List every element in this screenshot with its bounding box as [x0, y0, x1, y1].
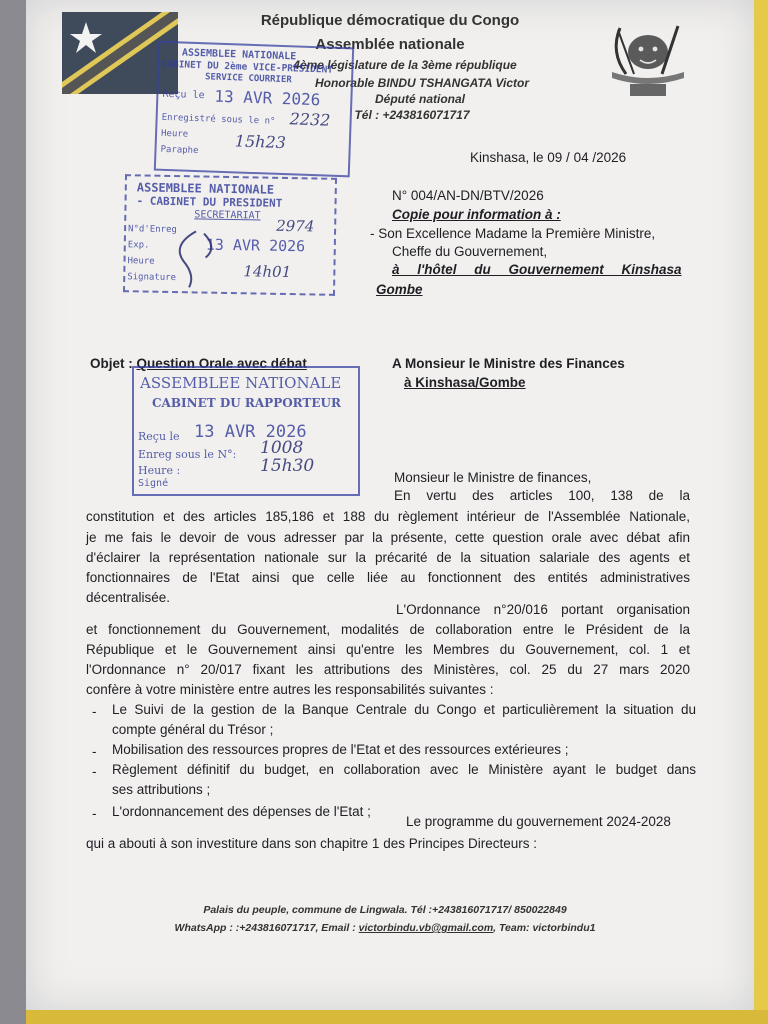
body-line: d'éclairer la représentation nationale sur la précarité de la situation salariale des agents et: [86, 550, 690, 565]
subject-text: Question Orale avec débat: [136, 356, 307, 371]
stamp-label: Heure: [160, 128, 189, 140]
bullet-mark: -: [92, 806, 97, 821]
letter-page: [26, 0, 754, 1010]
footer-whatsapp: WhatsApp : :+243816071717, Email :: [174, 922, 359, 934]
copy-title: Copie pour information à :: [392, 207, 561, 222]
stamp-line: SECRETARIAT: [194, 209, 261, 222]
stamp-date: 13 AVR 2026: [214, 86, 321, 110]
body-line: constitution et des articles 185,186 et 188 du règlement intérieur de l'Assemblée Nationale,: [86, 509, 690, 524]
subject-label: Objet :: [90, 356, 137, 371]
stamp-line: CABINET DU 2ème VICE-PRESIDENT: [161, 58, 334, 76]
background-edge: [26, 1010, 768, 1024]
footer-address: Palais du peuple, commune de Lingwala. Tél :+243816071717/ 850022849: [203, 904, 567, 916]
addressee-line: A Monsieur le Ministre des Finances: [392, 356, 625, 371]
stamp-line: ASSEMBLEE NATIONALE: [140, 374, 342, 392]
body-line: décentralisée.: [86, 590, 171, 605]
place-date: Kinshasa, le 09 / 04 /2026: [470, 150, 627, 165]
header-title: Député national: [374, 92, 465, 106]
copy-recipient-line: Gombe: [376, 282, 423, 297]
body-line: l'Ordonnance n° 20/017 fixant les attributions des Ministères, col. 25 du 27 mars 2020: [86, 662, 690, 677]
stamp-label: Enreg sous le N°:: [138, 448, 237, 461]
bullet-item: Règlement définitif du budget, en collaboration avec le Ministère ayant le budget dans: [112, 762, 696, 777]
copy-recipient-line: Cheffe du Gouvernement,: [392, 244, 548, 259]
header-legislature: 4ème législature de la 3ème république: [293, 58, 517, 72]
body-line: Le programme du gouvernement 2024-2028: [406, 814, 671, 829]
stamp-line: ASSEMBLEE NATIONALE: [136, 180, 275, 197]
bullet-item: compte général du Trésor ;: [112, 722, 274, 737]
stamp-line: ASSEMBLEE NATIONALE: [181, 47, 297, 63]
handwritten-time: 14h01: [243, 262, 292, 282]
stamp-label: Signature: [127, 272, 177, 284]
stamp-line: CABINET DU RAPPORTEUR: [152, 396, 341, 410]
body-line: En vertu des articles 100, 138 de la: [394, 488, 690, 503]
handwritten-time: 15h30: [260, 456, 315, 476]
bullet-mark: -: [92, 764, 97, 779]
stamp-label: Heure: [127, 256, 155, 267]
bullet-item: L'ordonnancement des dépenses de l'Etat ;: [112, 804, 371, 819]
body-line: je me fais le devoir de vous adresser par la présente, cette question orale avec débat afin: [86, 530, 690, 545]
handwritten-signature: [165, 227, 226, 290]
left-shadow: [0, 0, 26, 1024]
bullet-mark: -: [92, 704, 97, 719]
stamp-date: 13 AVR 2026: [194, 422, 307, 442]
body-line: L'Ordonnance n°20/016 portant organisation: [396, 602, 690, 617]
header-country: République démocratique du Congo: [260, 12, 520, 29]
handwritten-time: 15h23: [234, 131, 287, 153]
bullet-mark: -: [92, 744, 97, 759]
footer-team: , Team: victorbindu1: [493, 922, 596, 934]
bullet-item: Le Suivi de la gestion de la Banque Centrale du Congo et particulièrement la situation du: [112, 702, 696, 717]
stamp-label: Enregistré sous le n°: [161, 112, 276, 127]
body-line: et fonctionnement du Gouvernement, modalités de collaboration entre le Président de la: [86, 622, 690, 637]
stamp-label: Heure :: [138, 464, 181, 477]
copy-recipient-line: - Son Excellence Madame la Première Ministre,: [370, 226, 656, 241]
stamp-line: - CABINET DU PRESIDENT: [136, 194, 283, 210]
body-line: République et le Gouvernement ainsi qu'entre les Membres du Gouvernement, col. 1 et: [86, 642, 690, 657]
handwritten-number: 2232: [289, 109, 331, 130]
footer-email-link[interactable]: victorbindu.vb@gmail.com: [358, 922, 494, 934]
bullet-item: Mobilisation des ressources propres de l'Etat et des ressources extérieures ;: [112, 742, 569, 757]
stamp-label: Exp.: [127, 240, 150, 251]
salutation: Monsieur le Ministre de finances,: [394, 470, 592, 485]
stamp-label: Paraphe: [160, 144, 199, 157]
header-tel: Tél : +243816071717: [354, 108, 470, 122]
body-line: fonctionnaires de l'Etat ainsi que celle liée au fonctionnent des entités administratives: [86, 570, 690, 585]
header-assembly: Assemblée nationale: [315, 36, 465, 53]
body-line: confère à votre ministère entre autres les responsabilités suivantes :: [86, 682, 494, 697]
body-line: qui a abouti à son investiture dans son chapitre 1 des Principes Directeurs :: [86, 836, 537, 851]
stamp-label: Signé: [138, 478, 169, 489]
copy-recipient-line: à l'hôtel du Gouvernement Kinshasa: [392, 262, 682, 277]
bullet-item: ses attributions ;: [112, 782, 211, 797]
handwritten-number: 2974: [276, 216, 315, 236]
stamp-label: Reçu le: [138, 430, 180, 443]
handwritten-number: 1008: [260, 438, 304, 458]
addressee-place: à Kinshasa/Gombe: [404, 375, 526, 390]
footer-contacts: [150, 922, 620, 934]
stamp-label: N°d'Enreg: [127, 224, 177, 236]
stamp-vice-president: [154, 41, 354, 178]
stamp-date: 13 AVR 2026: [205, 235, 306, 256]
stamp-line: SERVICE COURRIER: [204, 72, 292, 86]
drc-coat-of-arms-icon: [598, 22, 698, 104]
stamp-rapporteur: [132, 366, 360, 496]
header-honorable: Honorable BINDU TSHANGATA Victor: [314, 76, 529, 90]
stamp-label: Reçu le: [162, 88, 205, 102]
stamp-president-secretariat: [123, 174, 337, 296]
reference-number: N° 004/AN-DN/BTV/2026: [392, 188, 544, 203]
